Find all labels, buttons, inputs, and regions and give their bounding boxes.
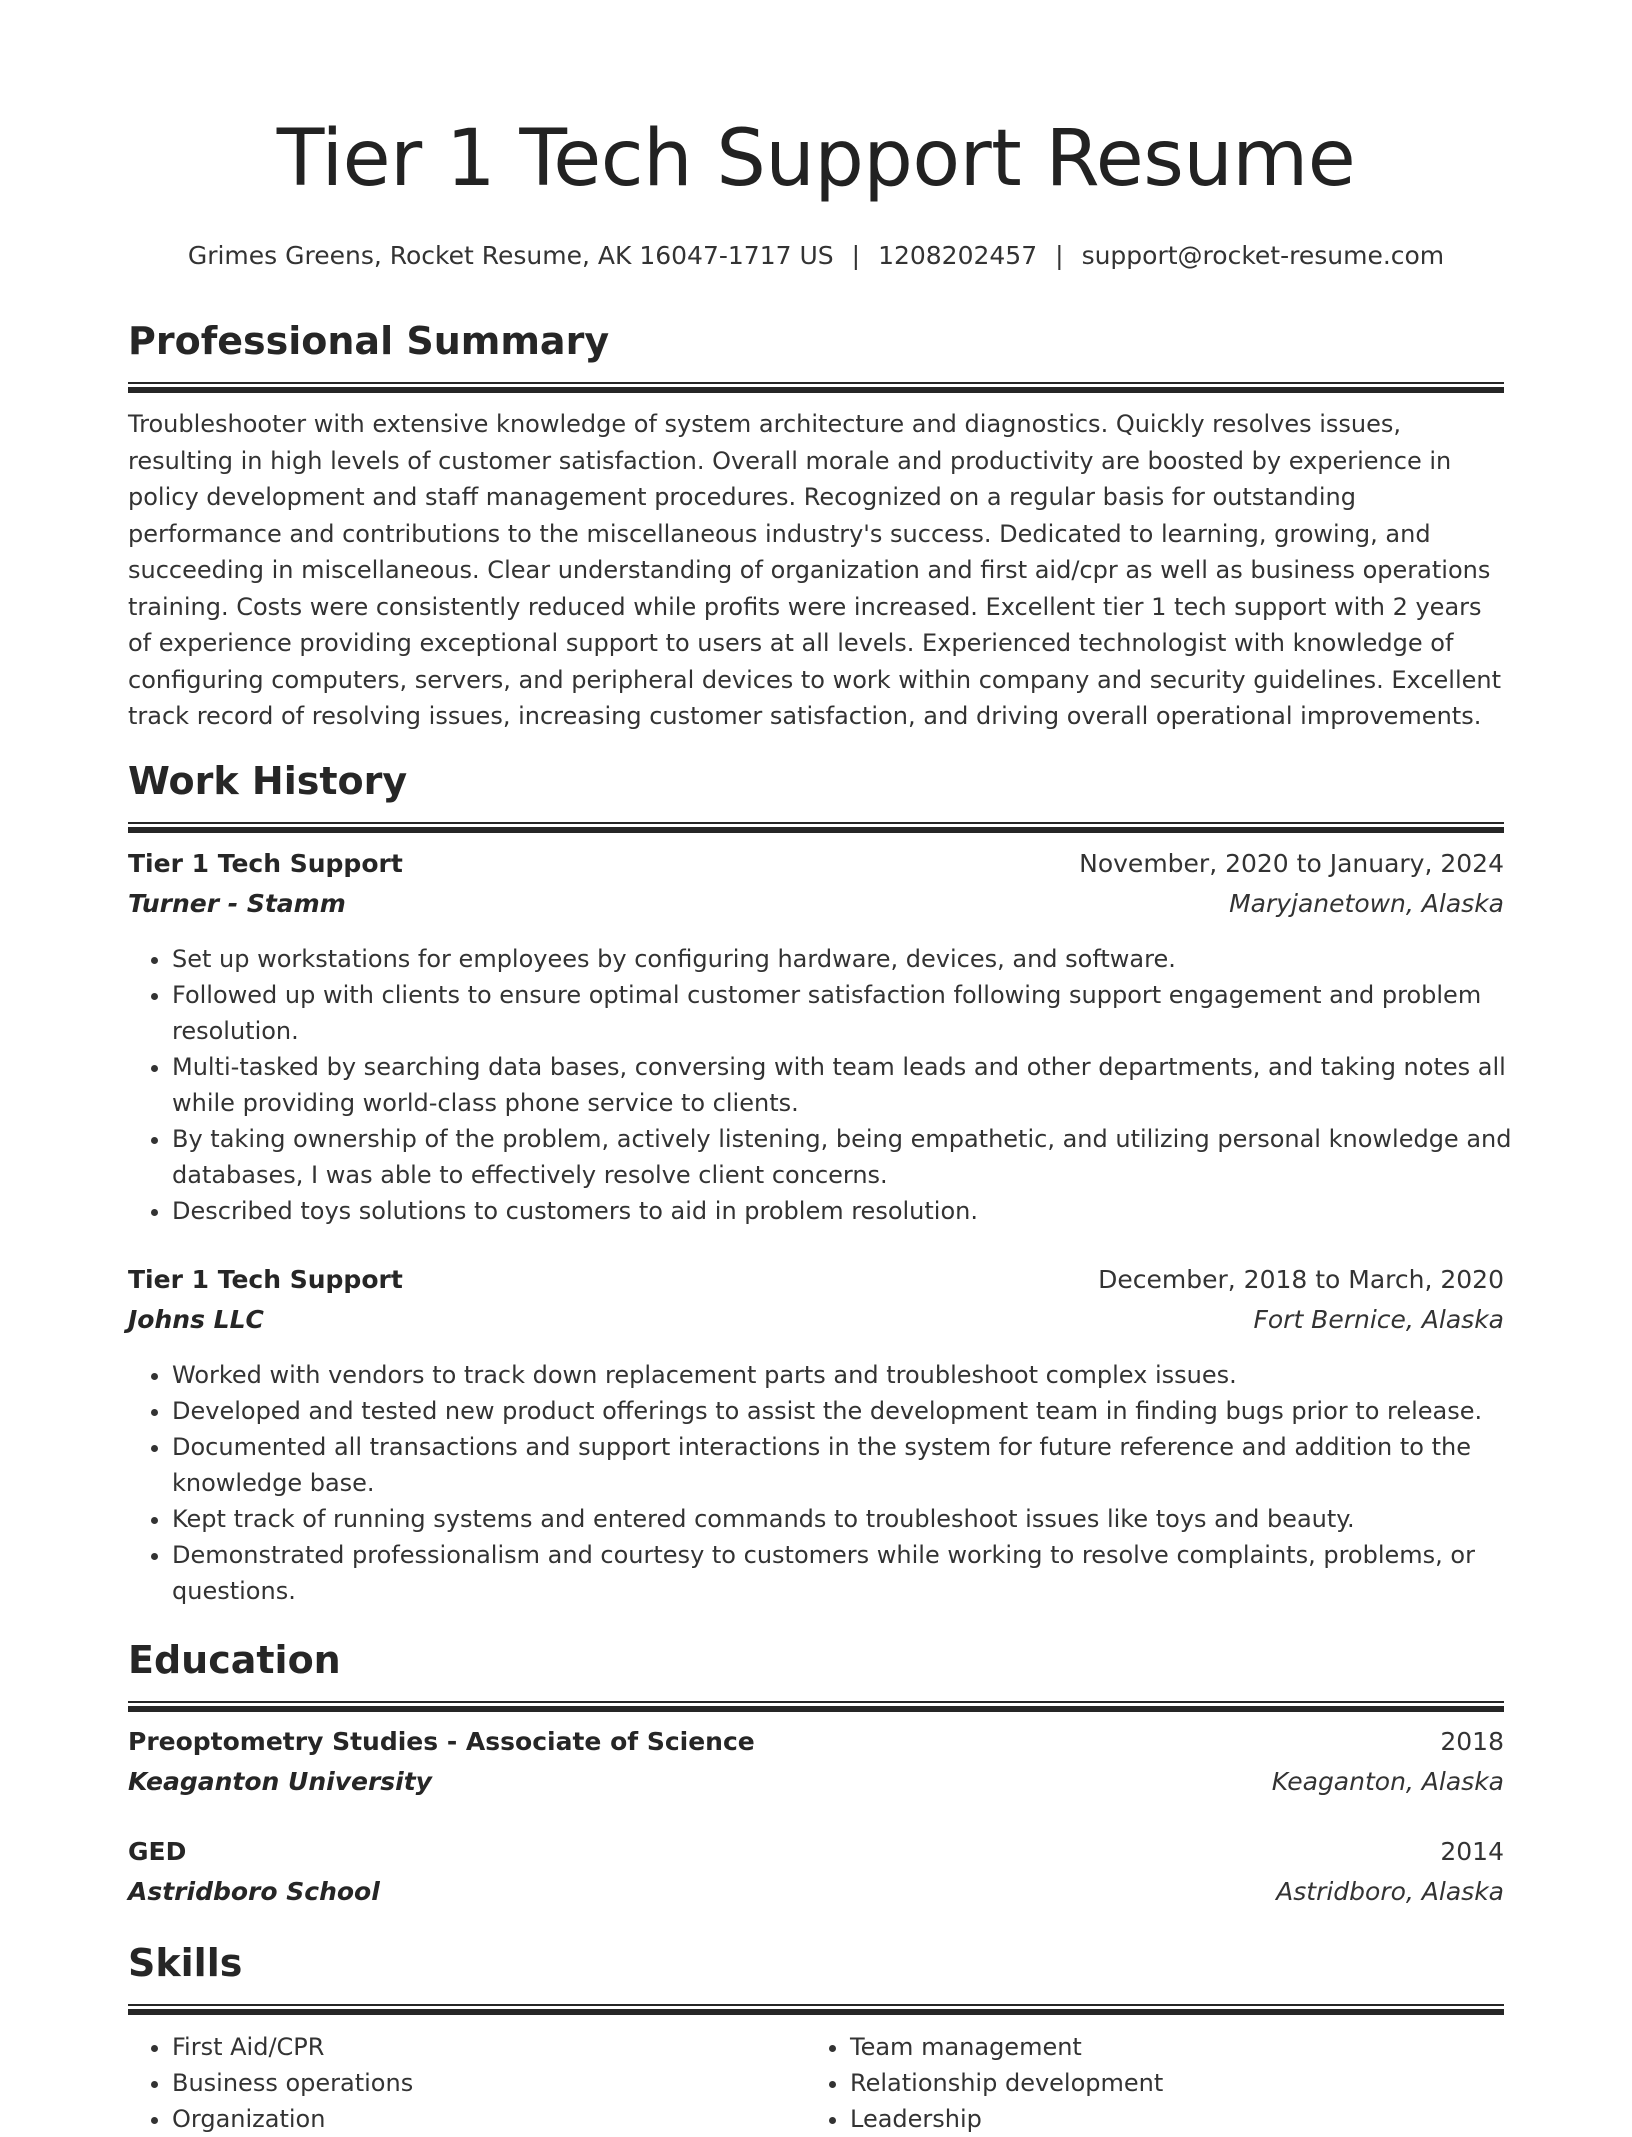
education-year: 2018: [1440, 1727, 1504, 1756]
section-divider: [128, 822, 1504, 833]
skill-item: • Team management: [850, 2029, 1450, 2065]
skills-list-right: [806, 2029, 1450, 2137]
skill-item: • Relationship development: [850, 2065, 1450, 2101]
summary-section-header: [128, 319, 1504, 393]
job-subheader: [128, 889, 1504, 918]
job-title: Tier 1 Tech Support: [128, 849, 403, 878]
summary-heading: Professional Summary: [128, 319, 610, 363]
section-divider: [128, 1701, 1504, 1712]
section-divider: [128, 2004, 1504, 2015]
skills-heading: Skills: [128, 1941, 243, 1985]
summary-text: Troubleshooter with extensive knowledge of system architecture and diagnostics. Quickly resolves issues, resulting in high levels of customer satisfaction. Overall morale and productivity are boosted by experience in policy development and staff management procedures. Recognized on a regular basis for outstanding performance and contributions to the miscellaneous industry's success. Dedicated to learning, growing, and succeeding in miscellaneous. Clear understanding of organization and first aid/cpr as well as business operations training. Costs were consistently reduced while profits were increased. Excellent tier 1 tech support with 2 years of experience providing exceptional support to users at all levels. Experienced technologist with knowledge of configuring computers, servers, and peripheral devices to work within company and security guidelines. Excellent track record of resolving issues, increasing customer satisfaction, and driving overall operational improvements.: [128, 410, 1502, 730]
skill-item: • Business operations: [172, 2065, 772, 2101]
job-location: Fort Bernice, Alaska: [1253, 1305, 1504, 1334]
education-year: 2014: [1440, 1837, 1504, 1866]
work-section-header: [128, 759, 1504, 833]
education-degree: GED: [128, 1837, 187, 1866]
job-bullets: [128, 1357, 1548, 1609]
contact-phone: 1208202457: [878, 241, 1038, 270]
education-heading: Education: [128, 1638, 341, 1682]
list-item: • Followed up with clients to ensure optimal customer satisfaction following support engagement and problem resolution.: [172, 977, 1548, 1049]
list-item: • Described toys solutions to customers to aid in problem resolution.: [172, 1193, 1548, 1229]
education-location: Astridboro, Alaska: [1276, 1877, 1504, 1906]
list-item: • Developed and tested new product offerings to assist the development team in finding bugs prior to release.: [172, 1393, 1548, 1429]
skills-list-left: [128, 2029, 772, 2137]
skills-section-header: [128, 1941, 1504, 2015]
contact-email: support@rocket-resume.com: [1081, 241, 1445, 270]
job-dates: November, 2020 to January, 2024: [1079, 849, 1504, 878]
education-location: Keaganton, Alaska: [1271, 1767, 1504, 1796]
list-item: • Set up workstations for employees by configuring hardware, devices, and software.: [172, 941, 1548, 977]
skill-item: • Organization: [172, 2101, 772, 2137]
contact-address: Grimes Greens, Rocket Resume, AK 16047-1717 US: [187, 241, 834, 270]
list-item: • Multi-tasked by searching data bases, conversing with team leads and other departments, and taking notes all while providing world-class phone service to clients.: [172, 1049, 1548, 1121]
education-subheader: [128, 1877, 1504, 1906]
list-item: • Documented all transactions and support interactions in the system for future reference and addition to the knowledge base.: [172, 1429, 1548, 1501]
job-title: Tier 1 Tech Support: [128, 1265, 403, 1294]
education-school: Keaganton University: [128, 1767, 432, 1796]
education-header: [128, 1727, 1504, 1756]
list-item: • Kept track of running systems and entered commands to troubleshoot issues like toys and beauty.: [172, 1501, 1548, 1537]
education-section-header: [128, 1638, 1504, 1712]
section-divider: [128, 382, 1504, 393]
education-school: Astridboro School: [128, 1877, 380, 1906]
job-header: [128, 849, 1504, 878]
contact-line: [128, 241, 1504, 270]
work-heading: Work History: [128, 759, 408, 803]
skill-item: • Leadership: [850, 2101, 1450, 2137]
education-degree: Preoptometry Studies - Associate of Science: [128, 1727, 755, 1756]
skill-item: • First Aid/CPR: [172, 2029, 772, 2065]
job-location: Maryjanetown, Alaska: [1229, 889, 1504, 918]
job-header: [128, 1265, 1504, 1294]
list-item: • Demonstrated professionalism and courtesy to customers while working to resolve complaints, problems, or questions.: [172, 1537, 1548, 1609]
education-subheader: [128, 1767, 1504, 1796]
job-bullets: [128, 941, 1548, 1229]
list-item: • By taking ownership of the problem, actively listening, being empathetic, and utilizing personal knowledge and databases, I was able to effectively resolve client concerns.: [172, 1121, 1548, 1193]
contact-separator: |: [851, 241, 861, 270]
job-company: Johns LLC: [128, 1305, 264, 1334]
job-dates: December, 2018 to March, 2020: [1098, 1265, 1504, 1294]
job-subheader: [128, 1305, 1504, 1334]
contact-separator: |: [1055, 241, 1064, 270]
list-item: • Worked with vendors to track down replacement parts and troubleshoot complex issues.: [172, 1357, 1548, 1393]
resume-title: Tier 1 Tech Support Resume: [276, 114, 1356, 204]
education-header: [128, 1837, 1504, 1866]
job-company: Turner - Stamm: [128, 889, 346, 918]
